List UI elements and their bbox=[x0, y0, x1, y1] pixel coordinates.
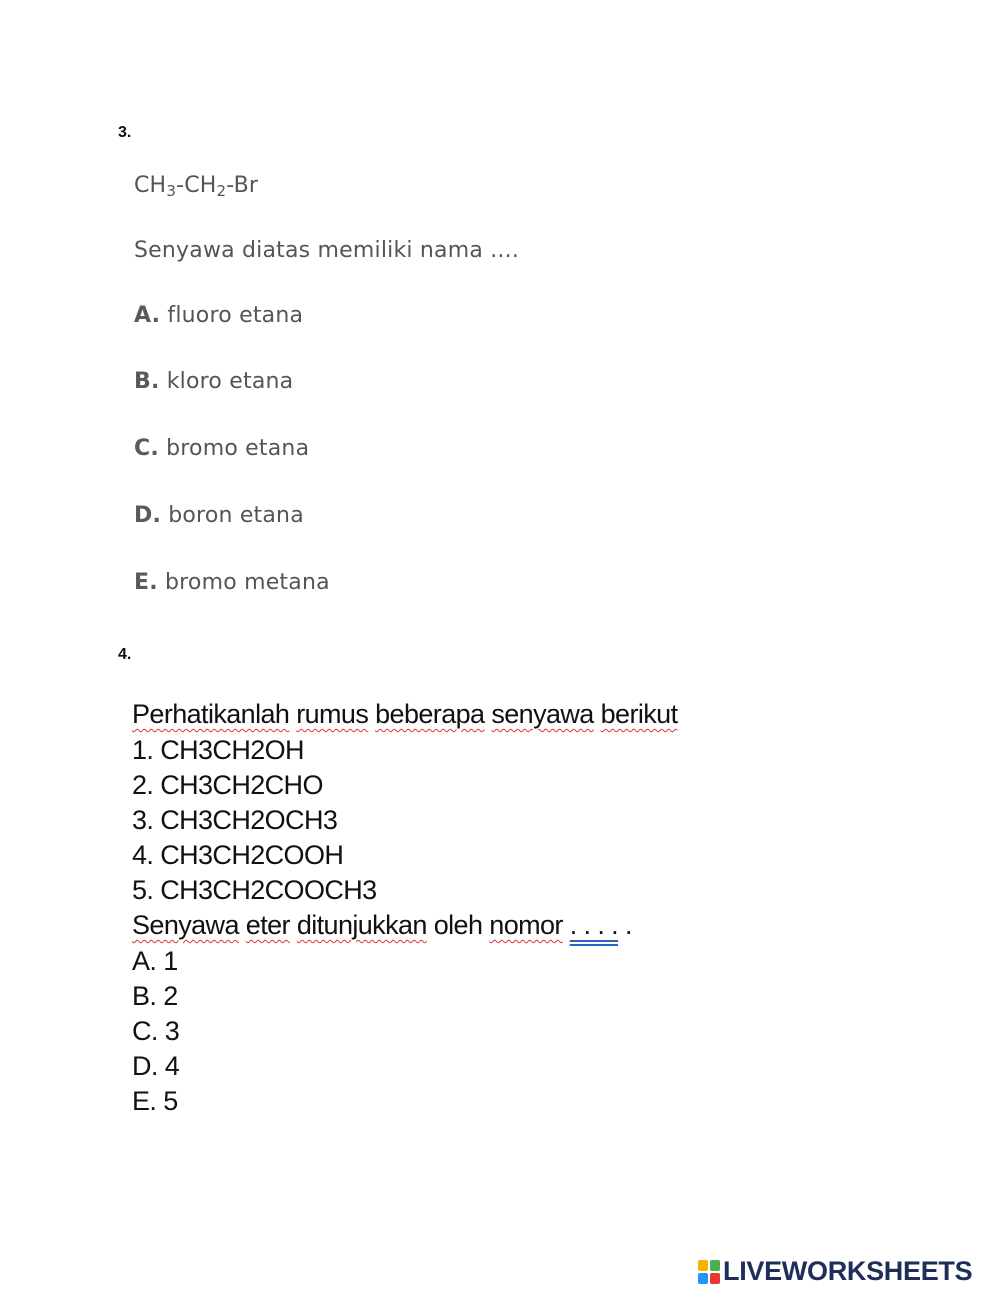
question-4-option-c[interactable]: C. 3 bbox=[132, 1016, 180, 1046]
question-4-option-d[interactable]: D. 4 bbox=[132, 1051, 180, 1081]
compound-item-1: 1. CH3CH2OH bbox=[132, 735, 304, 765]
question-3-option-b[interactable]: B. kloro etana bbox=[134, 369, 294, 394]
compound-item-3: 3. CH3CH2OCH3 bbox=[132, 805, 338, 835]
logo-icon bbox=[698, 1260, 720, 1284]
compound-item-5: 5. CH3CH2COOCH3 bbox=[132, 875, 377, 905]
question-3-number: 3. bbox=[118, 124, 132, 141]
question-4-option-e[interactable]: E. 5 bbox=[132, 1086, 178, 1116]
question-4-number: 4. bbox=[118, 646, 132, 663]
logo-text: LIVEWORKSHEETS bbox=[723, 1256, 973, 1286]
compound-item-4: 4. CH3CH2COOH bbox=[132, 840, 344, 870]
question-4-option-b[interactable]: B. 2 bbox=[132, 981, 178, 1011]
question-4-option-a[interactable]: A. 1 bbox=[132, 946, 178, 976]
liveworksheets-logo bbox=[698, 1256, 972, 1287]
compound-item-2: 2. CH3CH2CHO bbox=[132, 770, 323, 800]
question-4-intro: Perhatikanlah rumus beberapa senyawa berikut bbox=[132, 699, 678, 729]
question-4-prompt: Senyawa eter ditunjukkan oleh nomor . . . . . bbox=[132, 910, 632, 940]
question-3-option-e[interactable]: E. bromo metana bbox=[134, 570, 330, 595]
question-3-option-d[interactable]: D. boron etana bbox=[134, 503, 304, 528]
question-3-option-c[interactable]: C. bromo etana bbox=[134, 436, 310, 461]
answer-blank: . . . . bbox=[569, 910, 619, 940]
question-3-prompt: Senyawa diatas memiliki nama .... bbox=[134, 238, 520, 263]
question-3-option-a[interactable]: A. fluoro etana bbox=[134, 303, 304, 328]
question-3-formula: $CH_3-CH_2-Br$ bbox=[134, 173, 259, 200]
